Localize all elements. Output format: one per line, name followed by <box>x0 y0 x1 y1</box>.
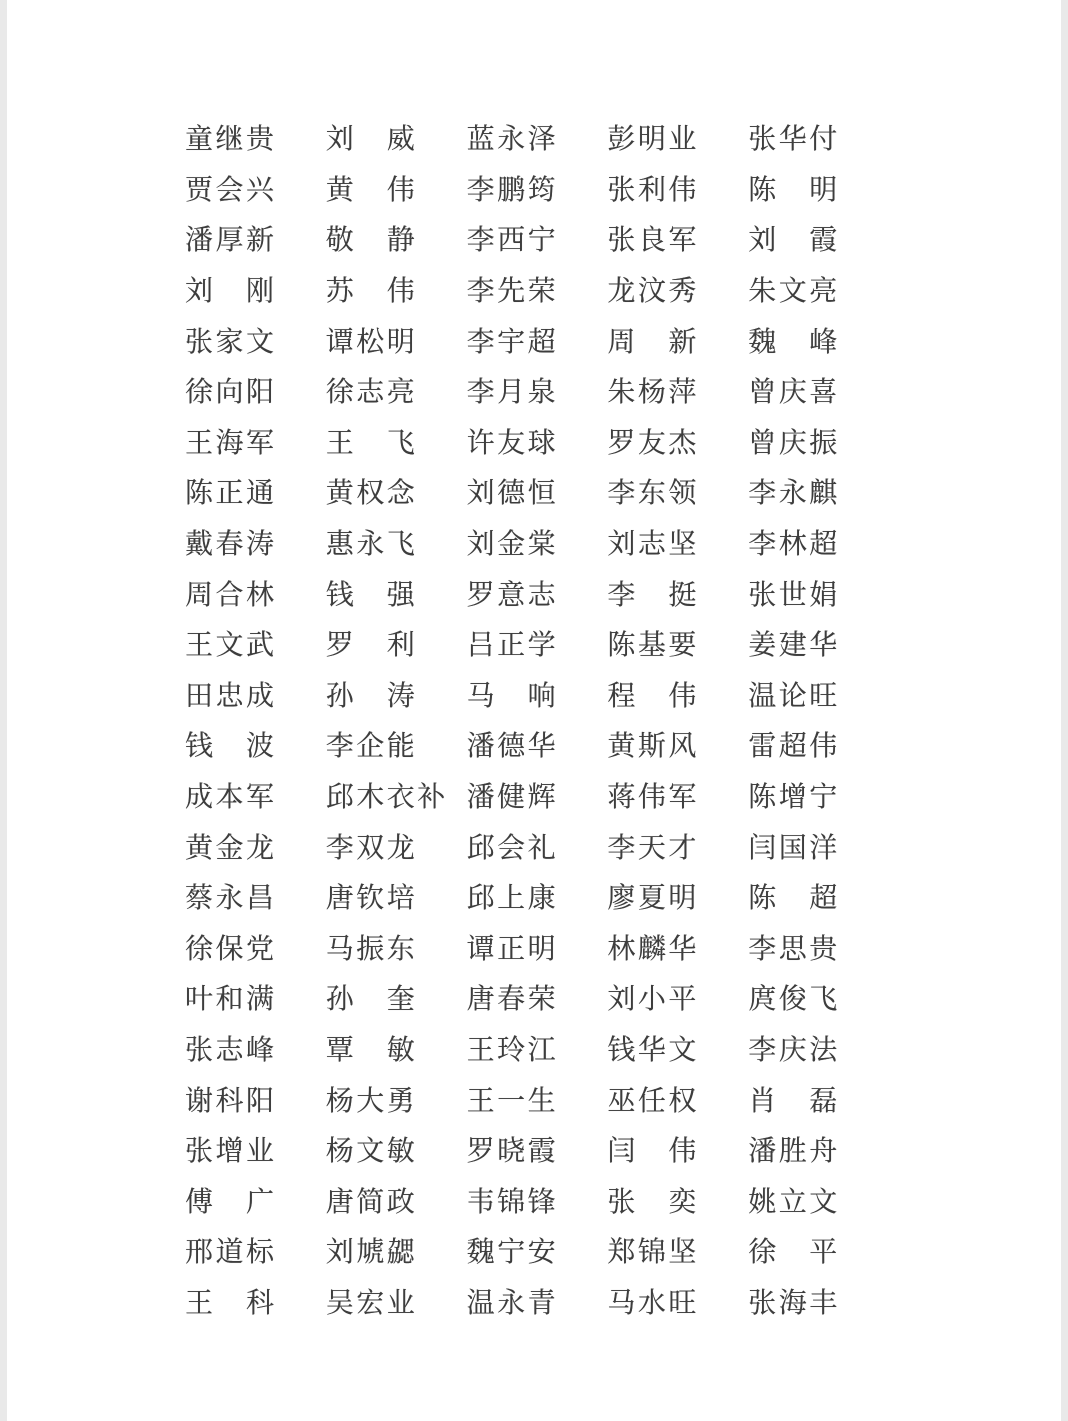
name-item <box>467 724 608 764</box>
name-item <box>185 573 326 613</box>
name-item <box>748 826 889 866</box>
name-item <box>326 876 467 916</box>
name-item <box>748 370 889 410</box>
person-name: 魏 峰 <box>748 326 840 358</box>
person-name: 雷超伟 <box>748 731 840 763</box>
name-item <box>748 674 889 714</box>
person-name: 张家文 <box>185 326 277 358</box>
person-name: 徐志亮 <box>325 377 418 409</box>
person-name: 刘志坚 <box>607 529 699 561</box>
person-name: 龙汶秀 <box>607 276 699 308</box>
name-item <box>748 1180 889 1220</box>
person-name: 李西宁 <box>466 225 559 257</box>
person-name: 邱木衣补 <box>325 782 448 814</box>
person-name: 张 奕 <box>607 1186 699 1218</box>
name-item <box>748 522 889 562</box>
name-item <box>467 522 608 562</box>
name-item <box>326 1281 467 1321</box>
person-name: 陈 超 <box>748 883 840 915</box>
person-name: 蒋伟军 <box>607 782 699 814</box>
person-name: 刘 霞 <box>748 225 840 257</box>
person-name: 许友球 <box>466 427 559 459</box>
person-name: 叶和满 <box>185 984 277 1016</box>
document-page <box>7 0 1061 1421</box>
name-item <box>748 876 889 916</box>
name-item <box>185 168 326 208</box>
name-item <box>748 269 889 309</box>
name-item <box>185 269 326 309</box>
person-name: 马水旺 <box>607 1287 699 1319</box>
name-item <box>607 1230 748 1270</box>
person-name: 李鹏筠 <box>466 174 559 206</box>
person-name: 朱杨萍 <box>607 377 699 409</box>
person-name: 李宇超 <box>466 326 559 358</box>
names-list <box>185 112 889 1326</box>
name-item <box>185 977 326 1017</box>
name-item <box>607 218 748 258</box>
name-item <box>326 674 467 714</box>
person-name: 李天才 <box>607 832 699 864</box>
name-item <box>326 320 467 360</box>
name-item <box>607 977 748 1017</box>
person-name: 罗晓霞 <box>466 1136 559 1168</box>
name-item <box>748 977 889 1017</box>
person-name: 李永麒 <box>748 478 840 510</box>
person-name: 张世娟 <box>748 579 840 611</box>
person-name: 刘小平 <box>607 984 699 1016</box>
name-item <box>185 674 326 714</box>
name-item <box>467 471 608 511</box>
name-item <box>607 320 748 360</box>
name-item <box>326 1230 467 1270</box>
person-name: 罗友杰 <box>607 427 699 459</box>
name-item <box>607 573 748 613</box>
name-item <box>185 927 326 967</box>
name-item <box>185 218 326 258</box>
person-name: 周 新 <box>607 326 699 358</box>
name-item <box>748 471 889 511</box>
person-name: 李林超 <box>748 529 840 561</box>
name-item <box>607 1129 748 1169</box>
person-name: 唐简政 <box>325 1186 418 1218</box>
person-name: 杨大勇 <box>325 1085 418 1117</box>
name-item <box>467 1079 608 1119</box>
name-item <box>326 977 467 1017</box>
name-item <box>748 623 889 663</box>
person-name: 李先荣 <box>466 276 559 308</box>
name-item <box>467 421 608 461</box>
name-item <box>326 421 467 461</box>
person-name: 唐钦培 <box>325 883 418 915</box>
person-name: 王玲江 <box>466 1034 559 1066</box>
person-name: 廖夏明 <box>607 883 699 915</box>
name-item <box>467 1281 608 1321</box>
name-item <box>185 117 326 157</box>
person-name: 魏宁安 <box>466 1237 559 1269</box>
person-name: 傅 广 <box>185 1186 277 1218</box>
person-name: 曾庆喜 <box>748 377 840 409</box>
person-name: 黄 伟 <box>325 174 418 206</box>
person-name: 谢科阳 <box>185 1085 277 1117</box>
name-item <box>607 471 748 511</box>
person-name: 敬 静 <box>325 225 418 257</box>
person-name: 覃 敏 <box>325 1034 418 1066</box>
person-name: 蓝永泽 <box>466 124 559 156</box>
name-item <box>185 826 326 866</box>
person-name: 罗 利 <box>325 630 418 662</box>
name-item <box>607 927 748 967</box>
person-name: 王 科 <box>185 1287 277 1319</box>
name-item <box>326 724 467 764</box>
person-name: 刘德恒 <box>466 478 559 510</box>
name-item <box>326 1129 467 1169</box>
name-item <box>326 1028 467 1068</box>
name-item <box>326 471 467 511</box>
person-name: 陈增宁 <box>748 782 840 814</box>
person-name: 庹俊飞 <box>748 984 840 1016</box>
person-name: 刘 威 <box>325 124 418 156</box>
person-name: 林麟华 <box>607 933 699 965</box>
person-name: 巫任权 <box>607 1085 699 1117</box>
person-name: 郑锦坚 <box>607 1237 699 1269</box>
name-item <box>607 724 748 764</box>
person-name: 彭明业 <box>607 124 699 156</box>
person-name: 黄斯风 <box>607 731 699 763</box>
person-name: 陈正通 <box>185 478 277 510</box>
person-name: 张海丰 <box>748 1287 840 1319</box>
name-item <box>326 775 467 815</box>
person-name: 李月泉 <box>466 377 559 409</box>
name-item <box>607 775 748 815</box>
person-name: 张增业 <box>185 1136 277 1168</box>
name-item <box>467 674 608 714</box>
name-item <box>467 320 608 360</box>
person-name: 刘 刚 <box>185 276 277 308</box>
name-item <box>185 522 326 562</box>
person-name: 邱会礼 <box>466 832 559 864</box>
person-name: 徐保党 <box>185 933 277 965</box>
name-item <box>326 522 467 562</box>
name-item <box>748 1079 889 1119</box>
name-item <box>185 724 326 764</box>
name-item <box>748 1028 889 1068</box>
person-name: 钱华文 <box>607 1034 699 1066</box>
name-item <box>467 269 608 309</box>
person-name: 肖 磊 <box>748 1085 840 1117</box>
name-item <box>467 977 608 1017</box>
name-item <box>185 775 326 815</box>
name-item <box>467 623 608 663</box>
name-item <box>467 218 608 258</box>
name-item <box>185 1028 326 1068</box>
person-name: 刘金棠 <box>466 529 559 561</box>
person-name: 徐 平 <box>748 1237 840 1269</box>
person-name: 刘虓勰 <box>325 1237 418 1269</box>
name-item <box>607 674 748 714</box>
person-name: 朱文亮 <box>748 276 840 308</box>
person-name: 潘德华 <box>466 731 559 763</box>
person-name: 孙 涛 <box>325 680 418 712</box>
person-name: 黄金龙 <box>185 832 277 864</box>
person-name: 孙 奎 <box>325 984 418 1016</box>
name-item <box>467 775 608 815</box>
name-item <box>607 826 748 866</box>
person-name: 钱 波 <box>185 731 277 763</box>
person-name: 杨文敏 <box>325 1136 418 1168</box>
name-item <box>467 1028 608 1068</box>
name-item <box>185 876 326 916</box>
person-name: 王文武 <box>185 630 277 662</box>
person-name: 闫 伟 <box>607 1136 699 1168</box>
person-name: 罗意志 <box>466 579 559 611</box>
person-name: 闫国洋 <box>748 832 840 864</box>
person-name: 陈基要 <box>607 630 699 662</box>
person-name: 姜建华 <box>748 630 840 662</box>
person-name: 张志峰 <box>185 1034 277 1066</box>
person-name: 李庆法 <box>748 1034 840 1066</box>
name-item <box>748 724 889 764</box>
person-name: 韦锦锋 <box>466 1186 559 1218</box>
person-name: 马 响 <box>466 680 559 712</box>
name-item <box>185 1180 326 1220</box>
name-item <box>748 421 889 461</box>
name-item <box>185 1079 326 1119</box>
name-item <box>185 623 326 663</box>
name-item <box>467 370 608 410</box>
name-item <box>467 1129 608 1169</box>
name-item <box>607 876 748 916</box>
name-item <box>748 1129 889 1169</box>
person-name: 陈 明 <box>748 174 840 206</box>
name-item <box>185 471 326 511</box>
name-item <box>326 370 467 410</box>
person-name: 徐向阳 <box>185 377 277 409</box>
person-name: 温论旺 <box>748 680 840 712</box>
name-item <box>748 1230 889 1270</box>
person-name: 蔡永昌 <box>185 883 277 915</box>
name-item <box>748 218 889 258</box>
person-name: 马振东 <box>325 933 418 965</box>
person-name: 张良军 <box>607 225 699 257</box>
name-item <box>326 623 467 663</box>
name-item <box>185 1281 326 1321</box>
person-name: 谭正明 <box>466 933 559 965</box>
person-name: 程 伟 <box>607 680 699 712</box>
name-item <box>326 168 467 208</box>
person-name: 邢道标 <box>185 1237 277 1269</box>
name-item <box>467 927 608 967</box>
person-name: 李 挺 <box>607 579 699 611</box>
name-item <box>607 1079 748 1119</box>
person-name: 戴春涛 <box>185 529 277 561</box>
person-name: 吕正学 <box>466 630 559 662</box>
name-item <box>607 421 748 461</box>
person-name: 钱 强 <box>325 579 418 611</box>
name-item <box>748 927 889 967</box>
name-item <box>467 1180 608 1220</box>
person-name: 贾会兴 <box>185 174 277 206</box>
name-item <box>326 826 467 866</box>
name-item <box>467 168 608 208</box>
name-item <box>748 168 889 208</box>
person-name: 李双龙 <box>325 832 418 864</box>
person-name: 温永青 <box>466 1287 559 1319</box>
person-name: 谭松明 <box>325 326 418 358</box>
name-item <box>326 218 467 258</box>
name-item <box>607 1281 748 1321</box>
name-item <box>607 269 748 309</box>
person-name: 潘厚新 <box>185 225 277 257</box>
name-item <box>607 623 748 663</box>
person-name: 李东领 <box>607 478 699 510</box>
person-name: 成本军 <box>185 782 277 814</box>
name-item <box>467 117 608 157</box>
name-item <box>607 370 748 410</box>
name-item <box>326 269 467 309</box>
name-item <box>748 775 889 815</box>
person-name: 田忠成 <box>185 680 277 712</box>
name-item <box>467 1230 608 1270</box>
person-name: 唐春荣 <box>466 984 559 1016</box>
person-name: 黄权念 <box>325 478 418 510</box>
name-item <box>326 117 467 157</box>
person-name: 姚立文 <box>748 1186 840 1218</box>
name-item <box>607 168 748 208</box>
name-item <box>607 522 748 562</box>
person-name: 张华付 <box>748 124 840 156</box>
person-name: 吴宏业 <box>325 1287 418 1319</box>
person-name: 童继贵 <box>185 124 277 156</box>
person-name: 苏 伟 <box>325 276 418 308</box>
name-item <box>748 320 889 360</box>
person-name: 王海军 <box>185 427 277 459</box>
name-item <box>326 1180 467 1220</box>
name-item <box>748 573 889 613</box>
person-name: 周合林 <box>185 579 277 611</box>
name-item <box>748 117 889 157</box>
name-item <box>185 370 326 410</box>
name-item <box>185 1129 326 1169</box>
person-name: 李思贵 <box>748 933 840 965</box>
name-item <box>185 1230 326 1270</box>
name-item <box>748 1281 889 1321</box>
name-item <box>467 876 608 916</box>
name-item <box>607 1028 748 1068</box>
name-item <box>326 1079 467 1119</box>
person-name: 潘健辉 <box>466 782 559 814</box>
person-name: 潘胜舟 <box>748 1136 840 1168</box>
person-name: 邱上康 <box>466 883 559 915</box>
name-item <box>607 117 748 157</box>
name-item <box>185 421 326 461</box>
person-name: 张利伟 <box>607 174 699 206</box>
name-item <box>467 826 608 866</box>
name-item <box>467 573 608 613</box>
name-item <box>607 1180 748 1220</box>
person-name: 李企能 <box>325 731 418 763</box>
name-item <box>326 573 467 613</box>
person-name: 王 飞 <box>325 427 418 459</box>
person-name: 王一生 <box>466 1085 559 1117</box>
person-name: 惠永飞 <box>325 529 418 561</box>
name-item <box>185 320 326 360</box>
name-item <box>326 927 467 967</box>
person-name: 曾庆振 <box>748 427 840 459</box>
